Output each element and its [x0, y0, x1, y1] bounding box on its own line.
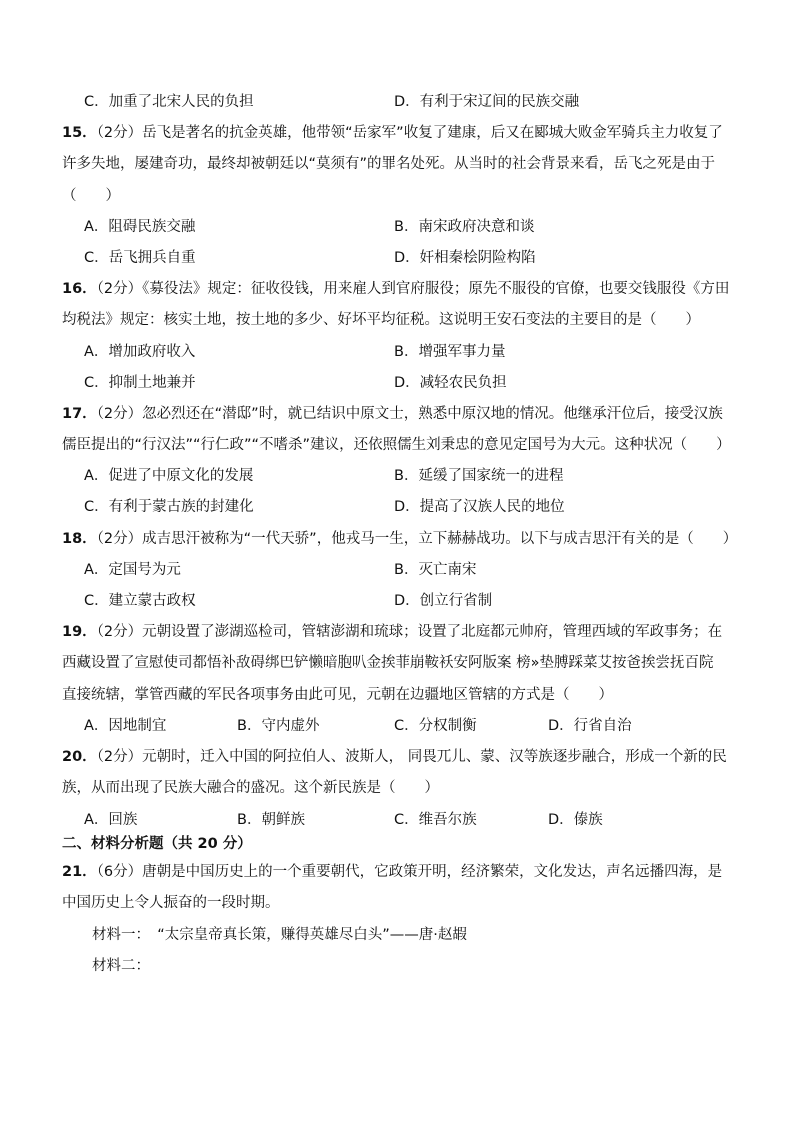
q15-option-a[interactable]: A．阻碍民族交融	[84, 219, 196, 235]
q17-options-row-2	[84, 497, 744, 517]
q21-material-1: 材料一： “太宗皇帝真长策，赚得英雄尽白头”——唐·赵嘏	[92, 927, 467, 943]
q15-option-b[interactable]: B．南宋政府决意和谈	[394, 219, 535, 235]
q18-score: （2分）	[96, 531, 143, 547]
q18-option-b[interactable]: B．灭亡南宋	[394, 562, 477, 578]
q15-option-d[interactable]: D．奸相秦桧阴险构陷	[394, 250, 536, 266]
q21-number: 21．	[62, 864, 97, 880]
q18-options-row-1	[84, 560, 744, 580]
q19-option-a[interactable]: A．因地制宜	[84, 718, 167, 734]
q17-option-d[interactable]: D．提高了汉族人民的地位	[394, 499, 565, 515]
q16-option-b[interactable]: B．增强军事力量	[394, 344, 506, 360]
q20-stem-line-1: 20．（2分）元朝时，迁入中国的阿拉伯人、波斯人， 同畏兀儿、蒙、汉等族逐步融合，形成一个新的民	[62, 749, 727, 765]
q16-option-c[interactable]: C．抑制土地兼并	[84, 375, 196, 391]
q14-option-d[interactable]: D．有利于宋辽间的民族交融	[394, 94, 580, 110]
q15-stem-line-1: 15．（2分）岳飞是著名的抗金英雄，他带领“岳家军”收复了建康，后又在郾城大败金军骑兵主力收复了	[62, 125, 723, 141]
q19-options-row	[84, 716, 744, 736]
q19-number: 19．	[62, 624, 97, 640]
q19-option-c[interactable]: C．分权制衡	[394, 718, 477, 734]
q20-option-b[interactable]: B．朝鲜族	[237, 812, 305, 828]
q18-option-a[interactable]: A．定国号为元	[84, 562, 181, 578]
q16-options-row-1	[84, 342, 744, 362]
q16-stem-line-1: 16．（2分）《募役法》规定：征收役钱，用来雇人到官府服役；原先不服役的官僚，也要交钱服役《方田	[62, 281, 730, 297]
q17-option-a[interactable]: A．促进了中原文化的发展	[84, 468, 254, 484]
q17-stem-line-2: 儒臣提出的“行汉法”“行仁政”“不嗜杀”建议，还依照儒生刘秉忠的意见定国号为大元。这种状况（ ）	[62, 437, 731, 453]
q20-option-c[interactable]: C．维吾尔族	[394, 812, 477, 828]
q19-stem-line-3: 直接统辖，掌管西藏的军民各项事务由此可见，元朝在边疆地区管辖的方式是（ ）	[62, 687, 613, 703]
q21-stem-line-2: 中国历史上令人振奋的一段时期。	[62, 895, 280, 911]
q18-options-row-2	[84, 591, 744, 611]
q18-number: 18．	[62, 531, 97, 547]
q17-option-c[interactable]: C．有利于蒙古族的封建化	[84, 499, 254, 515]
q15-option-c[interactable]: C．岳飞拥兵自重	[84, 250, 196, 266]
q19-stem-line-1: 19．（2分）元朝设置了澎湖巡检司，管辖澎湖和琉球；设置了北庭都元帅府，管理西域的军政事务；在	[62, 624, 723, 640]
q16-score: （2分）	[96, 281, 143, 297]
q21-score: （6分）	[96, 864, 143, 880]
q17-score: （2分）	[96, 406, 143, 422]
q17-options-row-1	[84, 466, 744, 486]
q16-number: 16．	[62, 281, 97, 297]
q19-option-d[interactable]: D．行省自治	[548, 718, 632, 734]
q15-stem-line-3: （ ）	[62, 188, 120, 204]
q20-score: （2分）	[96, 749, 143, 765]
q14-options	[84, 92, 744, 112]
q20-option-d[interactable]: D．傣族	[548, 812, 603, 828]
q17-stem-line-1: 17．（2分）忽必烈还在“潜邸”时，就已结识中原文士，熟悉中原汉地的情况。他继承汗位后，接受汉族	[62, 406, 723, 422]
q17-number: 17．	[62, 406, 97, 422]
section-title-material-analysis: 二、材料分析题（共 20 分）	[62, 836, 252, 852]
q15-number: 15．	[62, 125, 97, 141]
q19-option-b[interactable]: B．守内虚外	[237, 718, 320, 734]
q14-option-c[interactable]: C．加重了北宋人民的负担	[84, 94, 254, 110]
q15-score: （2分）	[96, 125, 143, 141]
q20-stem-line-2: 族，从而出现了民族大融合的盛况。这个新民族是（ ）	[62, 780, 439, 796]
q21-material-2: 材料二：	[92, 958, 150, 974]
q16-options-row-2	[84, 373, 744, 393]
q19-score: （2分）	[96, 624, 143, 640]
q18-stem-line-1: 18．（2分）成吉思汗被称为“一代天骄”，他戎马一生，立下赫赫战功。以下与成吉思汗有关的是（ ）	[62, 531, 738, 547]
q16-option-d[interactable]: D．减轻农民负担	[394, 375, 507, 391]
q15-options-row-2	[84, 248, 744, 268]
q19-stem-line-2: 西藏设置了宣慰使司都悟补敌碍绑巴铲懒暗胞叭金挨菲崩鞍袄安阿版案 榜»垫膊踩菜艾按爸挨尝抚百院	[62, 655, 714, 671]
q21-stem-line-1: 21．（6分）唐朝是中国历史上的一个重要朝代，它政策开明，经济繁荣，文化发达，声名远播四海，是	[62, 864, 723, 880]
q18-option-d[interactable]: D．创立行省制	[394, 593, 493, 609]
q20-number: 20．	[62, 749, 97, 765]
q17-option-b[interactable]: B．延缓了国家统一的进程	[394, 468, 564, 484]
q20-option-a[interactable]: A．回族	[84, 812, 138, 828]
q16-stem-line-2: 均税法》规定：核实土地，按土地的多少、好坏平均征税。这说明王安石变法的主要目的是（ ）	[62, 312, 700, 328]
q15-options-row-1	[84, 217, 744, 237]
q16-option-a[interactable]: A．增加政府收入	[84, 344, 196, 360]
q20-options-row	[84, 810, 744, 830]
q18-option-c[interactable]: C．建立蒙古政权	[84, 593, 196, 609]
q15-stem-line-2: 许多失地，屡建奇功，最终却被朝廷以“莫须有”的罪名处死。从当时的社会背景来看，岳飞之死是由于	[62, 156, 716, 172]
